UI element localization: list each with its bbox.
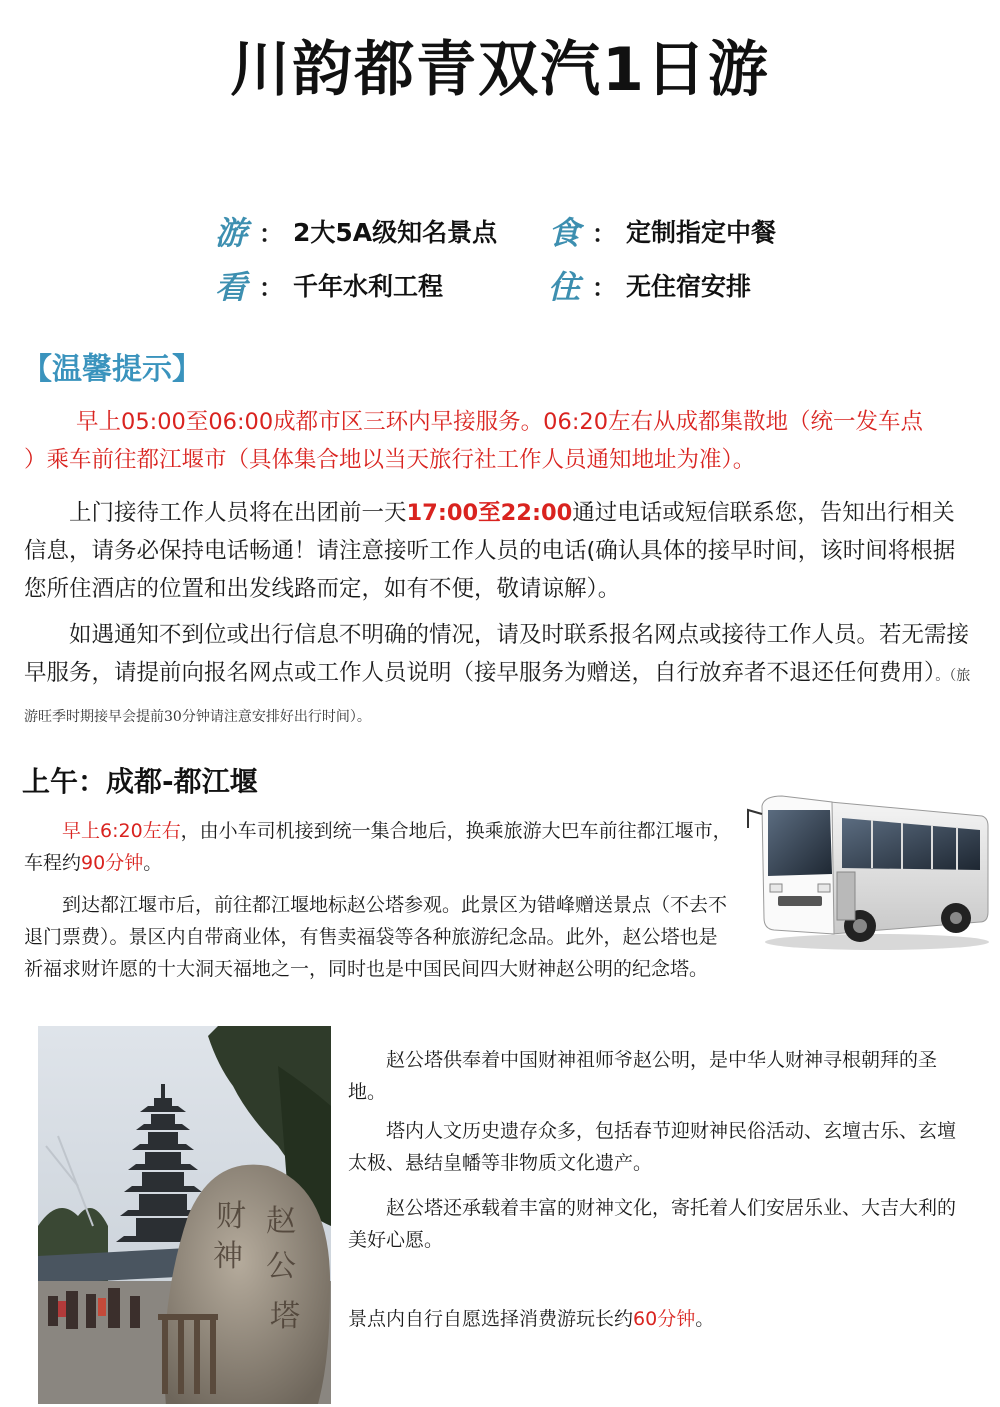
tips-line-2: ）乘车前往都江堰市（具体集合地以当天旅行社工作人员通知地址为准）。 — [24, 447, 756, 473]
tower-duration-paragraph — [348, 1303, 974, 1335]
tips-line-1: 早上05:00至06:00成都市区三环内早接服务。06:20左右从成都集散地（统一发车点 — [76, 409, 924, 435]
zhaogong-tower-photo — [38, 1026, 331, 1404]
highlight-colon: ： — [592, 219, 616, 248]
highlight-value: 千年水利工程 — [293, 272, 444, 301]
section-heading-morning: 上午：成都-都江堰 — [22, 765, 258, 798]
svg-text:公: 公 — [266, 1249, 296, 1284]
highlight-colon: ： — [592, 273, 616, 302]
highlight-key: 住 — [548, 268, 581, 306]
bus-image — [742, 784, 992, 952]
svg-text:赵: 赵 — [266, 1204, 296, 1239]
highlight-sight — [215, 262, 443, 308]
morning-transfer-paragraph — [24, 815, 736, 879]
highlight-key: 食 — [548, 214, 581, 252]
tower-heritage-paragraph: 塔内人文历史遗存众多，包括春节迎财神民俗活动、玄壇古乐、玄壇太极、悬结皇幡等非物质文化遗产。 — [348, 1120, 957, 1174]
stone-char: 财 — [216, 1199, 246, 1234]
morning-duration: 90分钟 — [81, 852, 144, 874]
tips-contact-paragraph — [24, 494, 972, 608]
tips-text: 通过电话或短信联系您，告知出行相关信息，请务必保持电话畅通！请注意接听工作人员的电话(确认具体的接早时间，该时间将根据您所住酒店的位置和出发线路而定，如有不便，敬请谅解）。 — [24, 500, 956, 602]
tips-text: 上门接待工作人员将在出团前一天 — [69, 500, 407, 526]
morning-time: 早上6:20左右 — [62, 820, 181, 842]
highlight-tour — [215, 208, 497, 254]
svg-text:神: 神 — [213, 1239, 243, 1274]
highlight-food — [548, 208, 776, 254]
duration-text: 景点内自行自愿选择消费游玩长约 — [348, 1308, 634, 1330]
bus-icon — [742, 784, 992, 952]
tips-pickup-notice — [24, 403, 974, 479]
page-title: 川韵都青双汽1日游 — [230, 35, 770, 105]
tips-title: 【温馨提示】 — [22, 352, 202, 387]
morning-text: ，由小车司机接到统一集合地后，换乘旅游大巴车前往都江堰市，车程约 — [24, 820, 732, 874]
morning-text-end: 。 — [143, 852, 163, 874]
highlight-colon: ： — [259, 219, 283, 248]
svg-text:塔: 塔 — [270, 1299, 300, 1334]
highlight-value: 定制指定中餐 — [626, 218, 777, 247]
morning-arrival-paragraph: 到达都江堰市后，前往都江堰地标赵公塔参观。此景区为错峰赠送景点（不去不退门票费）。景区内自带商业体，有售卖福袋等各种旅游纪念品。此外，赵公塔也是祈福求财许愿的十大洞天福地之一，同时也是中国民间四大财神赵公明的纪念塔。 — [24, 894, 728, 980]
tower-culture-paragraph: 赵公塔还承载着丰富的财神文化，寄托着人们安居乐业、大吉大利的美好心愿。 — [348, 1197, 957, 1251]
highlight-key: 看 — [215, 268, 248, 306]
tower-duration: 60分钟 — [633, 1308, 696, 1330]
tower-intro-paragraph: 赵公塔供奉着中国财神祖师爷赵公明，是中华人财神寻根朝拜的圣地。 — [348, 1049, 938, 1103]
tips-cancel-paragraph — [24, 616, 972, 736]
highlight-value: 无住宿安排 — [626, 272, 752, 301]
highlight-key: 游 — [215, 214, 248, 252]
duration-end: 。 — [695, 1308, 715, 1330]
highlight-colon: ： — [259, 273, 283, 302]
highlight-value: 2大5A级知名景点 — [293, 218, 498, 247]
tips-contact-time: 17:00至22:00 — [406, 500, 573, 526]
tips-note: 。（旅游旺季时期接早会提前30分钟请注意安排好出行时间）。 — [24, 668, 971, 725]
tower-photo-image — [38, 1026, 331, 1404]
tips-text: 如遇通知不到位或出行信息不明确的情况，请及时联系报名网点或接待工作人员。若无需接早服务，请提前向报名网点或工作人员说明（接早服务为赠送，自行放弃者不退还任何费用） — [24, 622, 970, 686]
highlight-stay — [548, 262, 751, 308]
